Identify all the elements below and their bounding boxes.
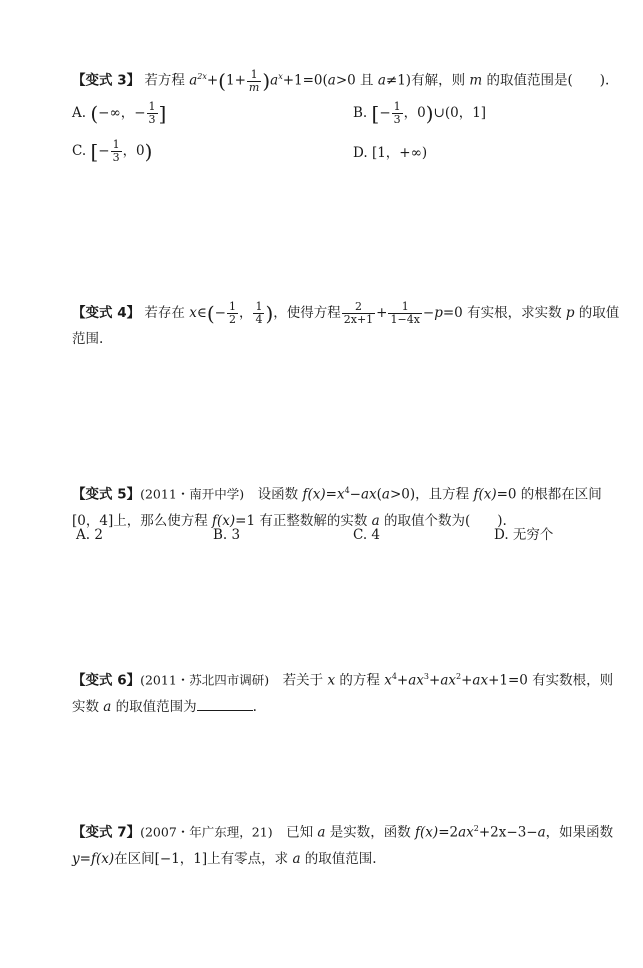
fraction: $\frac{1}{1-4x}$ xyxy=(390,300,420,326)
question-4: 【变式 4】 若存在 x∈(− $\frac{1}{2}$ ， $\frac{1}{4}$ )，使得方程 $\frac{2}{2x+1}$ + $\frac{1}{1-4x}$ −p=0 有实根，求实数 p 的取值范围. xyxy=(72,300,620,347)
question-5: 【变式 5】(2011・南开中学) 设函数 $f(x)=x^4-ax(a>0)$，且方程 f(x)=0 的根都在区间[0，4]上，那么使方程 f(x)=1 有正整数解的实数 a 的取值个数为( ). xyxy=(72,486,602,529)
question-tag: 【变式 4】 xyxy=(72,305,141,321)
question-tag: 【变式 7】 xyxy=(72,824,141,841)
option-d: D. [1，+∞) xyxy=(353,145,428,161)
question-3: 【变式 3】 若方程 $a^{2x}+(1+$ $\frac{1}{m}$ )$a^x+1=0(a>0$ 且 a≠1)有解，则 m 的取值范围是( ). xyxy=(72,67,610,94)
question-source: (2007・年广东理，21) xyxy=(140,824,273,840)
question-tag: 【变式 3】 xyxy=(72,72,141,89)
option-c: C. [− $\frac{1}{3}$ ，0) xyxy=(72,138,153,164)
option-d: D. 无穷个 xyxy=(494,527,554,543)
question-tag: 【变式 6】 xyxy=(72,672,141,689)
question-source: (2011・苏北四市调研) xyxy=(140,672,270,688)
answer-blank[interactable] xyxy=(197,696,253,711)
option-a: A. 2 xyxy=(76,527,103,543)
option-b: B. [− $\frac{1}{3}$ ，0)∪(0，1] xyxy=(353,100,487,126)
option-a: A. (−∞，− $\frac{1}{3}$ ] xyxy=(72,100,167,126)
fraction: $\frac{1}{m}$ xyxy=(248,67,260,94)
question-source: (2011・南开中学) xyxy=(140,486,245,502)
fraction: $\frac{2}{2x+1}$ xyxy=(343,300,374,326)
option-c: C. 4 xyxy=(353,527,381,543)
question-7: 【变式 7】(2007・年广东理，21) 已知 a 是实数，函数 $f(x)=2ax^2+2x-3-a$，如果函数 y=f(x)在区间[−1，1]上有零点，求 a 的取值范围. xyxy=(72,824,614,867)
question-6: 【变式 6】(2011・苏北四市调研) 若关于 x 的方程 $x^4+ax^3+ax^2+ax+1=0$ 有实数根，则实数 a 的取值范围为 . xyxy=(72,672,614,715)
option-b: B. 3 xyxy=(213,527,241,543)
question-tag: 【变式 5】 xyxy=(72,486,141,503)
